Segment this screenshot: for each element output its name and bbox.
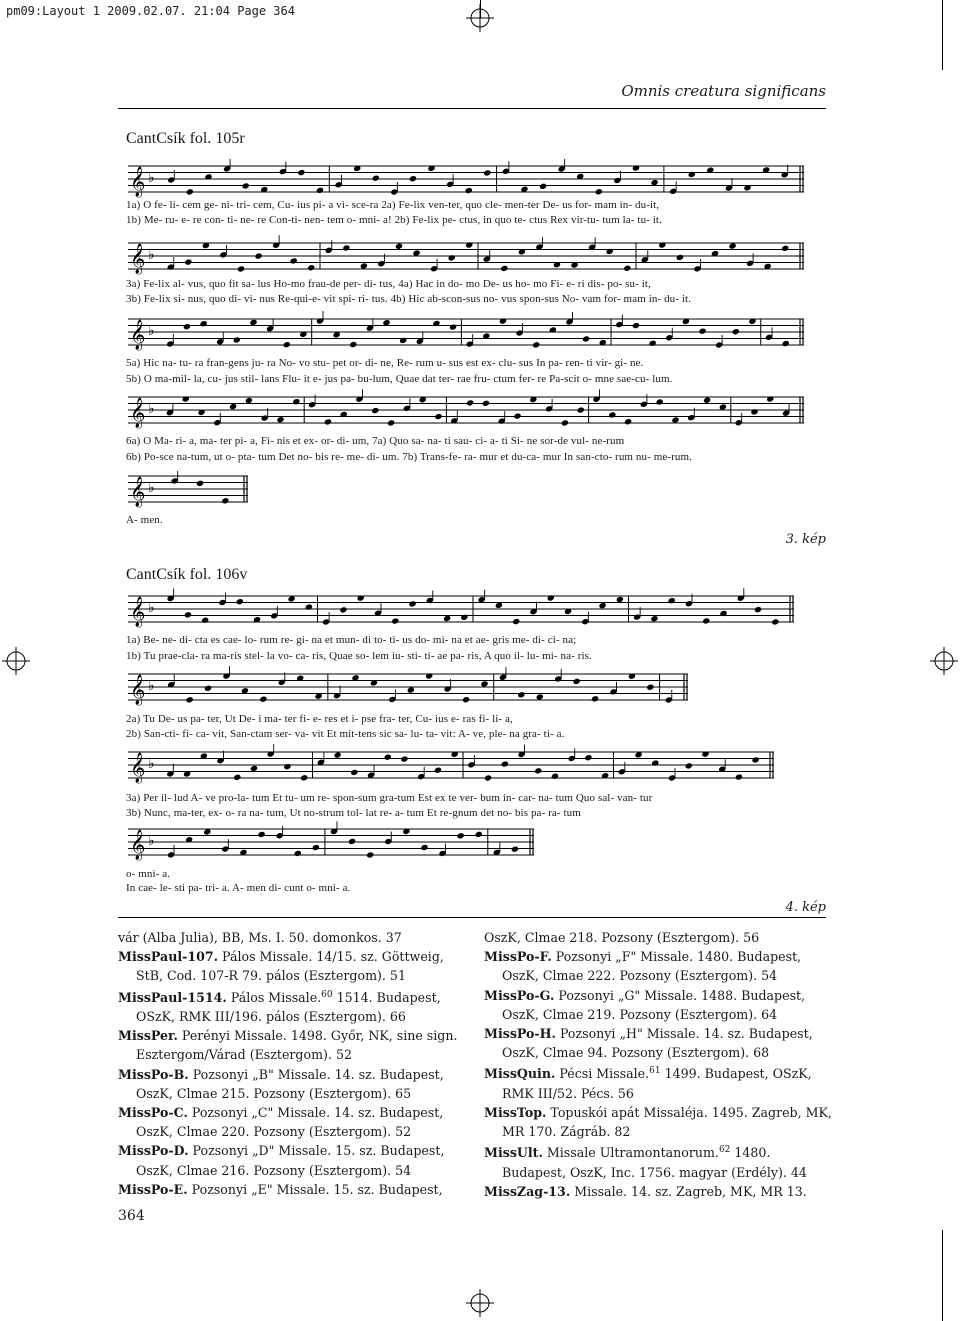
note-head	[668, 597, 676, 604]
note-head	[371, 407, 379, 414]
g-clef-icon: 𝄞	[130, 167, 146, 197]
note-head	[466, 399, 474, 406]
note-head	[460, 614, 468, 621]
music-staff	[128, 160, 804, 200]
note-head	[312, 844, 320, 851]
note-head	[649, 340, 657, 347]
figure-rule	[118, 917, 826, 918]
note-head	[771, 618, 779, 625]
note-head	[754, 606, 762, 613]
note-head	[608, 411, 616, 418]
music-staff	[128, 746, 774, 786]
lyric-line: 3a) Fe-lix al- vus, quo fit sa- lus Ho-mo frau-de per- di- tus, 4a) Hac in do- mo De- us ho- mo Fi- e- ri dis- po- su- it,	[126, 278, 651, 290]
note-head	[372, 175, 380, 182]
note-head	[249, 319, 257, 326]
note-head	[184, 611, 192, 618]
lyric-line: o- mni- a.	[126, 868, 171, 880]
note-head	[297, 169, 305, 176]
lyric-line: 3a) Per il- lud A- ve pro-la- tum Et tu- um re- spon-sum gra-tum Est ex te ver- bum in- car- na- tum Quo sal- van- tur	[126, 792, 653, 804]
note-head	[183, 323, 191, 330]
note-head	[257, 831, 265, 838]
note-head	[283, 341, 291, 348]
running-head: Omnis creatura significans	[621, 82, 826, 100]
music-staff	[128, 237, 804, 277]
note-head	[500, 265, 508, 272]
flat-icon: ♭	[148, 678, 155, 694]
note-head	[400, 755, 408, 762]
g-clef-icon: 𝄞	[130, 753, 146, 783]
g-clef-icon: 𝄞	[130, 597, 146, 627]
note-head	[201, 617, 209, 624]
registration-mark-bottom	[466, 1289, 494, 1317]
note-head	[591, 695, 599, 702]
g-clef-icon: 𝄞	[130, 830, 146, 860]
lyric-line: In cae- le- sti pa- tri- a. A- men di- cunt o- mni- a.	[126, 882, 351, 894]
figure-3-source: CantCsík fol. 105r	[126, 130, 245, 147]
lyric-line: 2a) Tu De- us pa- ter, Ut De- i ma- ter fi- e- res et i- pse fra- ter, Cu- ius e- ras fi- li- a,	[126, 713, 513, 725]
note-head	[294, 850, 302, 857]
g-clef-icon: 𝄞	[130, 244, 146, 274]
lyric-line: 6b) Po-sce na-tum, ut o- pta- tum Det no- bis re- me- di- um. 7b) Trans-fe- ra- mur et du-ca- mur In san-cto- rum nu- me-rum.	[126, 451, 693, 463]
note-head	[384, 754, 392, 761]
bibliography-entry: OszK, Clmae 218. Pozsony (Esztergom). 56	[484, 930, 760, 945]
bibliography-entry: MissQuin. Pécsi Missale.$^{61}$ 1499. Budapest, OSzK, RMK III/52. Pécs. 56	[484, 1066, 812, 1101]
note-head	[582, 335, 590, 342]
bibliography-entry: MissTop. Topuskói apát Missaléja. 1495. Zagreb, MK, MR 170. Zágráb. 82	[484, 1105, 832, 1140]
bibliography-entry: vár (Alba Julia), BB, Ms. I. 50. domonkos. 37	[118, 930, 402, 945]
flat-icon: ♭	[148, 247, 155, 263]
bibliography-entry: MissPo-B. Pozsonyi „B" Missale. 14. sz. Budapest, OszK, Clmae 215. Pozsony (Esztergom). 65	[118, 1066, 444, 1101]
crop-line-right-top	[942, 0, 943, 70]
lyric-line: 6a) O Ma- ri- a, ma- ter pi- a, Fi- nis et ex- or- di- um, 7a) Quo sa- na- ti sau- ci- a- ti Si- ne sor-de vul- ne-rum	[126, 435, 625, 447]
flat-icon: ♭	[148, 170, 155, 186]
note-head	[387, 419, 395, 426]
note-head	[561, 419, 569, 426]
note-head	[449, 323, 457, 330]
note-head	[186, 696, 194, 703]
bibliography-entry: MissPo-H. Pozsonyi „H" Missale. 14. sz. Budapest, OszK, Clmae 94. Pozsony (Esztergom). 68	[484, 1026, 813, 1061]
note-head	[632, 322, 640, 329]
note-head	[539, 183, 547, 190]
g-clef-icon: 𝄞	[130, 675, 146, 705]
note-head	[300, 774, 308, 781]
note-head	[182, 395, 190, 402]
note-head	[534, 767, 542, 774]
note-head	[650, 615, 658, 622]
note-head	[465, 187, 473, 194]
flat-icon: ♭	[148, 756, 155, 772]
music-staff	[128, 470, 248, 510]
note-head	[283, 763, 291, 770]
note-head	[229, 403, 237, 410]
lyric-line: 1a) Be- ne- di- cta es cae- lo- rum re- gi- na et mun- di to- ti- us do- mi- na et ae- gris me- di- ci- na;	[126, 634, 577, 646]
crop-line-right-bottom	[942, 1230, 943, 1321]
note-head	[457, 832, 465, 839]
note-head	[703, 397, 711, 404]
note-head	[434, 767, 442, 774]
lyric-line: 3b) Nunc, ma-ter, ex- o- ra na- tum, Ut no-strum tol- lat re- a- tum Et re-gnum det no- bis pa- ra- tum	[126, 807, 581, 819]
note-head	[408, 600, 416, 607]
flat-icon: ♭	[148, 480, 155, 496]
note-head	[349, 341, 357, 348]
printer-slug: pm09:Layout 1 2009.02.07. 21:04 Page 364	[6, 4, 295, 18]
note-head	[676, 254, 684, 261]
note-head	[685, 762, 693, 769]
note-head	[305, 603, 313, 610]
music-staff	[128, 668, 688, 708]
figure-4-label: 4. kép	[785, 900, 826, 915]
note-head	[501, 760, 509, 767]
note-head	[735, 773, 743, 780]
note-head	[259, 696, 267, 703]
note-head	[595, 188, 603, 195]
lyric-line: 1b) Me- ru- e- re con- ti- ne- re Con-ti- nen- tem o- mni- a! 2b) Fe-lix pe- ctus, in quo te- ctus Rex vir-tu- tum la- tu- it.	[126, 214, 662, 226]
note-head	[465, 241, 473, 248]
music-staff	[128, 313, 804, 353]
lyric-line: 1a) O fe- li- cem ge- ni- tri- cem, Cu- ius pi- a vi- sce-ra 2a) Fe-lix ven-ter, quo cle- men-ter De- us for- mam in- du-it,	[126, 199, 660, 211]
music-staff	[128, 823, 534, 863]
note-head	[366, 851, 374, 858]
note-head	[236, 598, 244, 605]
note-head	[606, 248, 614, 255]
note-head	[656, 398, 664, 405]
note-head	[292, 398, 300, 405]
bibliography-entry: MissZag-13. Missale. 14. sz. Zagreb, MK, MR 13.	[484, 1184, 807, 1200]
header-rule	[118, 108, 826, 109]
note-head	[688, 171, 696, 178]
registration-mark-top	[466, 4, 494, 32]
registration-mark-left	[2, 647, 30, 675]
note-head	[199, 320, 207, 327]
g-clef-icon: 𝄞	[130, 477, 146, 507]
flat-icon: ♭	[148, 600, 155, 616]
note-head	[395, 243, 403, 250]
note-head	[409, 175, 417, 182]
note-head	[186, 188, 194, 195]
bibliography-entry: MissPo-D. Pozsonyi „D" Missale. 15. sz. Budapest, OszK, Clmae 216. Pozsony (Esztergom). 54	[118, 1143, 445, 1178]
note-head	[221, 497, 229, 504]
note-head	[573, 678, 581, 685]
note-head	[483, 169, 491, 176]
note-head	[350, 769, 358, 776]
note-head	[752, 756, 760, 763]
note-head	[551, 773, 559, 780]
registration-mark-right	[930, 647, 958, 675]
figure-4-source: CantCsík fol. 106v	[126, 566, 248, 583]
note-head	[517, 691, 525, 698]
note-head	[651, 759, 659, 766]
note-head	[482, 400, 490, 407]
bibliography-entry: MissPo-C. Pozsonyi „C" Missale. 14. sz. Budapest, OszK, Clmae 220. Pozsony (Esztergom). 52	[118, 1105, 444, 1140]
note-head	[702, 617, 710, 624]
lyric-line: A- men.	[126, 514, 163, 526]
note-head	[339, 606, 347, 613]
music-staff	[128, 391, 804, 431]
note-head	[750, 408, 758, 415]
note-head	[584, 754, 592, 761]
bibliography-entry: MissPer. Perényi Missale. 1498. Győr, NK, sine sign. Esztergom/Várad (Esztergom). 52	[118, 1028, 458, 1063]
note-head	[420, 844, 428, 851]
music-staff	[128, 590, 794, 630]
note-head	[237, 265, 245, 272]
flat-icon: ♭	[148, 323, 155, 339]
note-head	[480, 680, 488, 687]
note-head	[184, 259, 192, 266]
bibliography-right-column	[484, 928, 836, 1201]
note-head	[407, 686, 415, 693]
note-head	[425, 672, 433, 679]
note-head	[484, 774, 492, 781]
note-head	[324, 418, 332, 425]
note-head	[577, 406, 585, 413]
note-head	[728, 242, 736, 249]
note-head	[448, 254, 456, 261]
note-head	[242, 182, 250, 189]
note-head	[233, 774, 241, 781]
note-head	[536, 693, 544, 700]
g-clef-icon: 𝄞	[130, 320, 146, 350]
note-head	[475, 831, 483, 838]
note-head	[307, 264, 315, 271]
note-head	[462, 696, 470, 703]
note-head	[333, 752, 341, 759]
note-head	[391, 617, 399, 624]
note-head	[233, 336, 241, 343]
note-head	[623, 265, 631, 272]
flat-icon: ♭	[148, 833, 155, 849]
note-head	[204, 685, 212, 692]
note-head	[513, 413, 521, 420]
bibliography-entry: MissPo-E. Pozsonyi „E" Missale. 15. sz. Budapest,	[118, 1181, 443, 1197]
g-clef-icon: 𝄞	[130, 398, 146, 428]
note-head	[624, 418, 632, 425]
note-head	[348, 838, 356, 845]
note-head	[547, 594, 555, 601]
lyric-line: 2b) San-cti- fi- ca- vit, San-ctam ser- va- vit Et mit-tens sic sa- lu- ta- vit: A- ve, ple- na gra- ti- a.	[126, 728, 565, 740]
bibliography-entry: MissPo-G. Pozsonyi „G" Missale. 1488. Budapest, OszK, Clmae 219. Pozsony (Esztergom). 64	[484, 987, 806, 1022]
figure-3-label: 3. kép	[785, 532, 826, 547]
note-head	[276, 416, 284, 423]
lyric-line: 5b) O ma-mil- la, cu- jus stil- lans Flu- it e- jus pa- bu-lum, Quae dat ter- rae fru- ctum fer- re Pa-scit o- mne sae-cu- lum.	[126, 373, 673, 385]
note-head	[512, 618, 520, 625]
bibliography-entry: MissUlt. Missale Ultramontanorum.$^{62}$ 1480. Budapest, OszK, Inc. 1756. magyar (Erdély). 44	[484, 1145, 807, 1180]
note-head	[196, 480, 204, 487]
note-head	[316, 187, 324, 194]
lyric-line: 3b) Fe-lix si- nus, quo di- vi- nus Re-qui-e- vit spi- ri- tus. 4b) Hic ab-scon-sus no- vus spon-sus No- vam for- mam in- du- it.	[126, 293, 692, 305]
note-head	[766, 395, 774, 402]
note-head	[698, 328, 706, 335]
note-head	[646, 684, 654, 691]
note-head	[399, 337, 407, 344]
note-head	[532, 341, 540, 348]
note-head	[290, 257, 298, 264]
note-head	[782, 340, 790, 347]
note-head	[511, 846, 519, 853]
bibliography-left-column	[118, 928, 470, 1199]
bibliography-entry: MissPo-F. Pozsonyi „F" Missale. 1480. Budapest, OszK, Clmae 222. Pozsony (Esztergom). 54	[484, 949, 802, 984]
page-number: 364	[118, 1208, 145, 1224]
lyric-line: 5a) Hic na- tu- ra fran-gens ju- ra No- vo stu- pet or- di- ne, Re- rum u- sus est ex- clu- sus In pa- ren- ti vir- gi- ne.	[126, 357, 644, 369]
note-head	[781, 245, 789, 252]
bibliography-entry: MissPaul-107. Pálos Missale. 14/15. sz. Göttweig, StB, Cod. 107-R 79. pálos (Esztergom). 51	[118, 949, 444, 984]
bibliography-entry: MissPaul-1514. Pálos Missale.$^{60}$ 1514. Budapest, OSzK, RMK III/196. pálos (Esztergom). 66	[118, 989, 441, 1024]
note-head	[342, 244, 350, 251]
note-head	[434, 413, 442, 420]
note-head	[598, 602, 606, 609]
flat-icon: ♭	[148, 401, 155, 417]
note-head	[254, 252, 262, 259]
lyric-line: 1b) Tu prae-cla- ra ma-ris stel- la vo- ca- ris, Quae so- lem iu- sti- ti- ae pa- ris, A quo il- lu- mi- na- ris.	[126, 650, 592, 662]
note-head	[732, 328, 740, 335]
